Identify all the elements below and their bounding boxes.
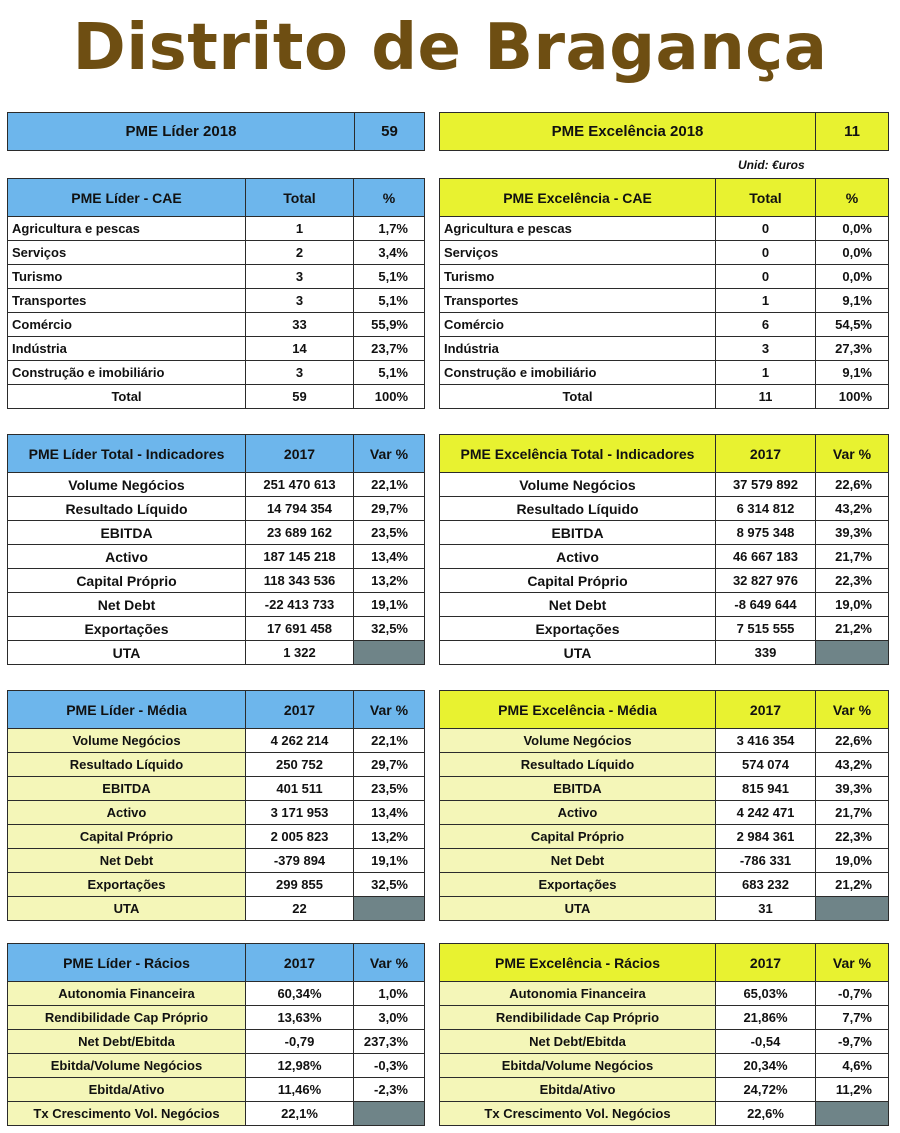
table-row — [8, 873, 425, 897]
empty-cell — [354, 897, 425, 921]
empty-cell — [816, 1102, 889, 1126]
row-label: Tx Crescimento Vol. Negócios — [440, 1102, 716, 1126]
row-var: 21,2% — [816, 873, 889, 897]
lider-cae-head-total: Total — [246, 179, 354, 217]
empty-cell — [816, 641, 889, 665]
table-row — [440, 521, 889, 545]
row-value: 187 145 218 — [246, 545, 354, 569]
row-var: 19,0% — [816, 593, 889, 617]
row-var: 23,5% — [354, 521, 425, 545]
row-var: 29,7% — [354, 497, 425, 521]
excelencia-ind-head-label: PME Excelência Total - Indicadores — [440, 435, 716, 473]
row-var: 22,3% — [816, 825, 889, 849]
row-value: 251 470 613 — [246, 473, 354, 497]
row-label: Ebitda/Volume Negócios — [8, 1054, 246, 1078]
row-value: 14 794 354 — [246, 497, 354, 521]
row-total: 1 — [716, 289, 816, 313]
row-var: 32,5% — [354, 873, 425, 897]
row-var: 13,2% — [354, 569, 425, 593]
lider-racios-head-year: 2017 — [246, 944, 354, 982]
table-row — [440, 217, 889, 241]
row-value: 21,86% — [716, 1006, 816, 1030]
row-label: Serviços — [440, 241, 716, 265]
table-row — [440, 593, 889, 617]
lider-media-head-year: 2017 — [246, 691, 354, 729]
unit-label: Unid: €uros — [738, 158, 805, 172]
row-total: 14 — [246, 337, 354, 361]
excelencia-racios-head-year: 2017 — [716, 944, 816, 982]
row-var: 39,3% — [816, 777, 889, 801]
row-value: -0,54 — [716, 1030, 816, 1054]
table-row — [8, 289, 425, 313]
table-row — [440, 1054, 889, 1078]
table-row — [8, 521, 425, 545]
row-var: 13,4% — [354, 545, 425, 569]
row-value: 683 232 — [716, 873, 816, 897]
row-var: 237,3% — [354, 1030, 425, 1054]
row-value: 31 — [716, 897, 816, 921]
row-value: 46 667 183 — [716, 545, 816, 569]
row-var: -9,7% — [816, 1030, 889, 1054]
row-var: 23,5% — [354, 777, 425, 801]
table-row — [440, 849, 889, 873]
table-row — [8, 982, 425, 1006]
row-label: Net Debt — [440, 593, 716, 617]
row-label: Exportações — [440, 617, 716, 641]
row-var: 19,1% — [354, 849, 425, 873]
row-total: 33 — [246, 313, 354, 337]
table-row — [8, 241, 425, 265]
table-row — [8, 897, 425, 921]
table-row — [8, 777, 425, 801]
row-label: Resultado Líquido — [440, 753, 716, 777]
excelencia-media-head-label: PME Excelência - Média — [440, 691, 716, 729]
row-label: Net Debt — [440, 849, 716, 873]
row-value: 8 975 348 — [716, 521, 816, 545]
row-var: 43,2% — [816, 497, 889, 521]
total-row — [8, 385, 425, 409]
row-value: 22,1% — [246, 1102, 354, 1126]
row-total: 0 — [716, 217, 816, 241]
row-label: Transportes — [8, 289, 246, 313]
total-row — [440, 385, 889, 409]
row-label: Total — [440, 385, 716, 409]
row-var: 39,3% — [816, 521, 889, 545]
row-label: Comércio — [8, 313, 246, 337]
row-var: 43,2% — [816, 753, 889, 777]
row-value: 574 074 — [716, 753, 816, 777]
row-var: 29,7% — [354, 753, 425, 777]
table-row — [440, 569, 889, 593]
row-pct: 27,3% — [816, 337, 889, 361]
row-value: 22,6% — [716, 1102, 816, 1126]
table-row — [8, 569, 425, 593]
row-label: Construção e imobiliário — [8, 361, 246, 385]
lider-racios-head-var: Var % — [354, 944, 425, 982]
row-value: 2 984 361 — [716, 825, 816, 849]
table-row — [8, 849, 425, 873]
lider-media-table — [7, 690, 425, 921]
row-label: Net Debt — [8, 593, 246, 617]
row-var: 13,4% — [354, 801, 425, 825]
excelencia-ind-head-var: Var % — [816, 435, 889, 473]
excelencia-ind-head-year: 2017 — [716, 435, 816, 473]
row-total: 59 — [246, 385, 354, 409]
row-label: Turismo — [8, 265, 246, 289]
row-value: -8 649 644 — [716, 593, 816, 617]
row-value: 11,46% — [246, 1078, 354, 1102]
row-label: Volume Negócios — [440, 473, 716, 497]
row-label: Capital Próprio — [8, 569, 246, 593]
lider-cae-head-pct: % — [354, 179, 425, 217]
row-pct: 54,5% — [816, 313, 889, 337]
row-label: Comércio — [440, 313, 716, 337]
row-label: Indústria — [8, 337, 246, 361]
lider-ind-head-year: 2017 — [246, 435, 354, 473]
row-var: 22,3% — [816, 569, 889, 593]
row-value: 20,34% — [716, 1054, 816, 1078]
lider-media-head-var: Var % — [354, 691, 425, 729]
lider-ind-head-var: Var % — [354, 435, 425, 473]
row-value: 815 941 — [716, 777, 816, 801]
row-value: 13,63% — [246, 1006, 354, 1030]
row-pct: 5,1% — [354, 265, 425, 289]
row-total: 3 — [716, 337, 816, 361]
row-label: Ebitda/Ativo — [440, 1078, 716, 1102]
excelencia-racios-head-label: PME Excelência - Rácios — [440, 944, 716, 982]
row-pct: 1,7% — [354, 217, 425, 241]
lider-media-head-label: PME Líder - Média — [8, 691, 246, 729]
row-pct: 5,1% — [354, 289, 425, 313]
table-row — [440, 729, 889, 753]
row-total: 1 — [716, 361, 816, 385]
row-pct: 23,7% — [354, 337, 425, 361]
excelencia-summary-label: PME Excelência 2018 — [440, 113, 816, 151]
row-value: 24,72% — [716, 1078, 816, 1102]
lider-racios-head-label: PME Líder - Rácios — [8, 944, 246, 982]
row-pct: 3,4% — [354, 241, 425, 265]
row-value: -786 331 — [716, 849, 816, 873]
row-label: Activo — [440, 545, 716, 569]
table-row — [8, 313, 425, 337]
table-row — [8, 801, 425, 825]
row-value: 2 005 823 — [246, 825, 354, 849]
row-var: -0,3% — [354, 1054, 425, 1078]
row-label: UTA — [440, 897, 716, 921]
row-label: Activo — [8, 801, 246, 825]
row-label: Capital Próprio — [8, 825, 246, 849]
row-label: Rendibilidade Cap Próprio — [8, 1006, 246, 1030]
table-row — [440, 265, 889, 289]
row-label: UTA — [8, 897, 246, 921]
table-row — [440, 641, 889, 665]
row-pct: 0,0% — [816, 241, 889, 265]
row-pct: 100% — [354, 385, 425, 409]
row-label: Serviços — [8, 241, 246, 265]
table-row — [8, 545, 425, 569]
table-row — [440, 313, 889, 337]
row-value: 23 689 162 — [246, 521, 354, 545]
row-value: 4 242 471 — [716, 801, 816, 825]
excelencia-cae-head-pct: % — [816, 179, 889, 217]
row-label: Exportações — [440, 873, 716, 897]
row-label: EBITDA — [8, 777, 246, 801]
excelencia-summary-value: 11 — [816, 113, 889, 151]
row-value: 3 171 953 — [246, 801, 354, 825]
row-pct: 9,1% — [816, 289, 889, 313]
lider-racios-table — [7, 943, 425, 1126]
row-label: Volume Negócios — [440, 729, 716, 753]
row-label: Agricultura e pescas — [440, 217, 716, 241]
row-var: 21,2% — [816, 617, 889, 641]
table-row — [8, 337, 425, 361]
row-value: 12,98% — [246, 1054, 354, 1078]
row-label: Net Debt/Ebitda — [440, 1030, 716, 1054]
row-value: 4 262 214 — [246, 729, 354, 753]
row-label: Activo — [440, 801, 716, 825]
excelencia-cae-head-label: PME Excelência - CAE — [440, 179, 716, 217]
table-row — [440, 897, 889, 921]
table-row — [8, 1006, 425, 1030]
row-label: Resultado Líquido — [8, 497, 246, 521]
row-var: 13,2% — [354, 825, 425, 849]
lider-indicadores-table — [7, 434, 425, 665]
row-value: 17 691 458 — [246, 617, 354, 641]
row-label: Volume Negócios — [8, 473, 246, 497]
row-var: 21,7% — [816, 801, 889, 825]
row-value: 401 511 — [246, 777, 354, 801]
table-row — [440, 1006, 889, 1030]
row-value: 250 752 — [246, 753, 354, 777]
table-row — [8, 497, 425, 521]
row-label: Construção e imobiliário — [440, 361, 716, 385]
lider-summary-value: 59 — [355, 113, 425, 151]
table-row — [440, 777, 889, 801]
row-label: Indústria — [440, 337, 716, 361]
row-label: Transportes — [440, 289, 716, 313]
excelencia-media-table — [439, 690, 889, 921]
row-value: -0,79 — [246, 1030, 354, 1054]
row-pct: 9,1% — [816, 361, 889, 385]
row-label: Net Debt — [8, 849, 246, 873]
row-label: Agricultura e pescas — [8, 217, 246, 241]
table-row — [440, 289, 889, 313]
table-row — [8, 641, 425, 665]
excelencia-racios-head-var: Var % — [816, 944, 889, 982]
row-label: EBITDA — [440, 521, 716, 545]
row-total: 11 — [716, 385, 816, 409]
table-row — [440, 473, 889, 497]
row-total: 2 — [246, 241, 354, 265]
row-pct: 55,9% — [354, 313, 425, 337]
row-value: 339 — [716, 641, 816, 665]
row-value: 32 827 976 — [716, 569, 816, 593]
row-label: Exportações — [8, 617, 246, 641]
row-total: 3 — [246, 289, 354, 313]
row-label: Autonomia Financeira — [8, 982, 246, 1006]
lider-summary-label: PME Líder 2018 — [8, 113, 355, 151]
page-title: Distrito de Bragança — [72, 11, 828, 85]
table-row — [440, 1102, 889, 1126]
lider-cae-table — [7, 178, 425, 409]
excelencia-media-head-year: 2017 — [716, 691, 816, 729]
table-row — [440, 617, 889, 641]
excelencia-indicadores-table — [439, 434, 889, 665]
row-label: Turismo — [440, 265, 716, 289]
table-row — [440, 982, 889, 1006]
row-label: Exportações — [8, 873, 246, 897]
table-row — [440, 1030, 889, 1054]
table-row — [8, 1078, 425, 1102]
row-label: Autonomia Financeira — [440, 982, 716, 1006]
row-var: 7,7% — [816, 1006, 889, 1030]
row-value: 3 416 354 — [716, 729, 816, 753]
row-var: -0,7% — [816, 982, 889, 1006]
row-value: 65,03% — [716, 982, 816, 1006]
table-row — [440, 753, 889, 777]
row-value: 7 515 555 — [716, 617, 816, 641]
row-var: 22,1% — [354, 473, 425, 497]
row-label: Ebitda/Ativo — [8, 1078, 246, 1102]
row-label: Capital Próprio — [440, 825, 716, 849]
row-value: 60,34% — [246, 982, 354, 1006]
row-total: 0 — [716, 241, 816, 265]
row-var: 32,5% — [354, 617, 425, 641]
row-var: 4,6% — [816, 1054, 889, 1078]
lider-summary-table — [7, 112, 425, 151]
row-pct: 0,0% — [816, 217, 889, 241]
row-label: Resultado Líquido — [440, 497, 716, 521]
row-var: -2,3% — [354, 1078, 425, 1102]
row-value: -379 894 — [246, 849, 354, 873]
row-label: EBITDA — [8, 521, 246, 545]
row-label: Ebitda/Volume Negócios — [440, 1054, 716, 1078]
row-var: 11,2% — [816, 1078, 889, 1102]
table-row — [440, 337, 889, 361]
row-value: 6 314 812 — [716, 497, 816, 521]
excelencia-summary-table — [439, 112, 889, 151]
table-row — [8, 1054, 425, 1078]
table-row — [8, 361, 425, 385]
row-var: 3,0% — [354, 1006, 425, 1030]
row-label: Total — [8, 385, 246, 409]
table-row — [8, 1030, 425, 1054]
table-row — [440, 497, 889, 521]
empty-cell — [354, 641, 425, 665]
row-var: 22,6% — [816, 729, 889, 753]
row-label: UTA — [8, 641, 246, 665]
row-total: 3 — [246, 361, 354, 385]
table-row — [8, 617, 425, 641]
table-row — [8, 593, 425, 617]
row-value: -22 413 733 — [246, 593, 354, 617]
empty-cell — [816, 897, 889, 921]
row-value: 118 343 536 — [246, 569, 354, 593]
row-value: 299 855 — [246, 873, 354, 897]
lider-ind-head-label: PME Líder Total - Indicadores — [8, 435, 246, 473]
table-row — [8, 473, 425, 497]
table-row — [440, 873, 889, 897]
row-var: 22,1% — [354, 729, 425, 753]
row-value: 37 579 892 — [716, 473, 816, 497]
row-total: 1 — [246, 217, 354, 241]
table-row — [8, 729, 425, 753]
excelencia-cae-head-total: Total — [716, 179, 816, 217]
row-total: 0 — [716, 265, 816, 289]
table-row — [8, 1102, 425, 1126]
row-label: Volume Negócios — [8, 729, 246, 753]
row-label: UTA — [440, 641, 716, 665]
row-label: Tx Crescimento Vol. Negócios — [8, 1102, 246, 1126]
table-row — [440, 825, 889, 849]
row-label: EBITDA — [440, 777, 716, 801]
row-label: Net Debt/Ebitda — [8, 1030, 246, 1054]
row-pct: 0,0% — [816, 265, 889, 289]
table-row — [440, 1078, 889, 1102]
row-var: 21,7% — [816, 545, 889, 569]
empty-cell — [354, 1102, 425, 1126]
table-row — [8, 265, 425, 289]
row-var: 19,1% — [354, 593, 425, 617]
table-row — [8, 217, 425, 241]
lider-cae-head-label: PME Líder - CAE — [8, 179, 246, 217]
row-total: 6 — [716, 313, 816, 337]
row-label: Resultado Líquido — [8, 753, 246, 777]
excelencia-racios-table — [439, 943, 889, 1126]
table-row — [440, 545, 889, 569]
table-row — [440, 241, 889, 265]
table-row — [8, 753, 425, 777]
row-var: 19,0% — [816, 849, 889, 873]
row-label: Activo — [8, 545, 246, 569]
row-pct: 5,1% — [354, 361, 425, 385]
row-pct: 100% — [816, 385, 889, 409]
table-row — [440, 801, 889, 825]
table-row — [8, 825, 425, 849]
row-total: 3 — [246, 265, 354, 289]
excelencia-cae-table — [439, 178, 889, 409]
row-var: 1,0% — [354, 982, 425, 1006]
table-row — [440, 361, 889, 385]
row-label: Rendibilidade Cap Próprio — [440, 1006, 716, 1030]
row-value: 1 322 — [246, 641, 354, 665]
row-var: 22,6% — [816, 473, 889, 497]
row-label: Capital Próprio — [440, 569, 716, 593]
excelencia-media-head-var: Var % — [816, 691, 889, 729]
row-value: 22 — [246, 897, 354, 921]
